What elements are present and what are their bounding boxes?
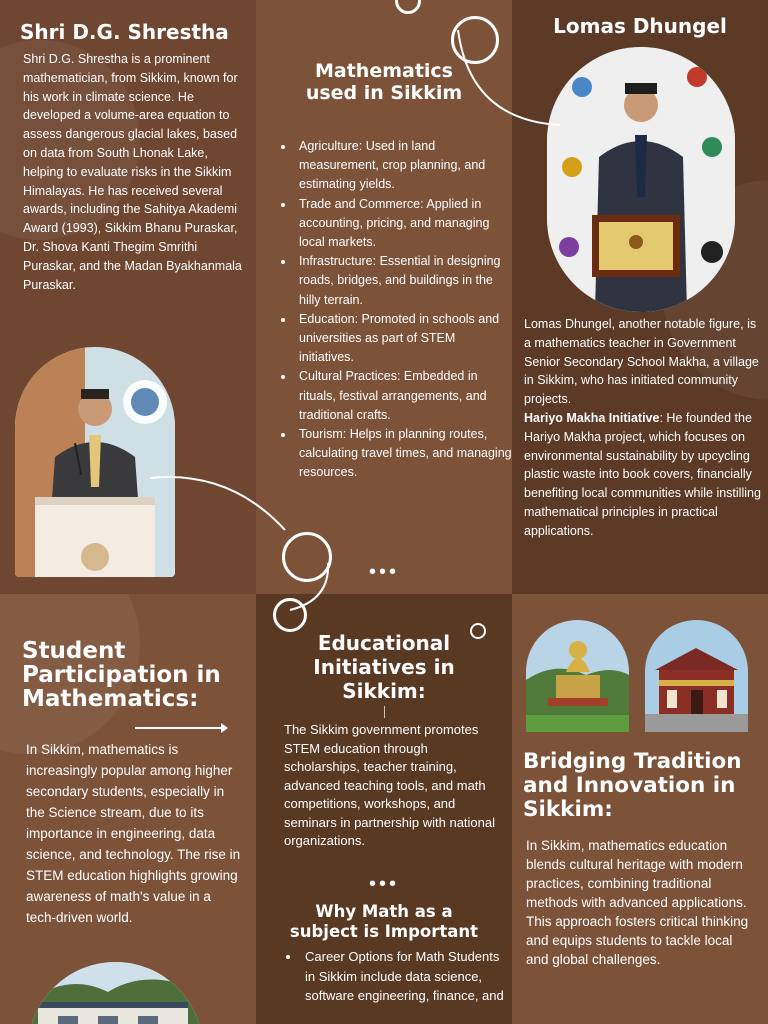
title-line1: Educational bbox=[317, 631, 451, 655]
bridging-tradition-text: In Sikkim, mathematics education blends cultural heritage with modern practices, combining traditional methods with advanced applications. This approach fosters critical thinking and equips students to tackle local and global challenges. bbox=[526, 838, 749, 967]
list-item: • Infrastructure: Essential in designing roads, bridges, and buildings in the hilly terrain. bbox=[295, 252, 512, 310]
dots-divider: ••• bbox=[368, 873, 399, 895]
why-title-line1: Why Math as a bbox=[315, 902, 453, 921]
why-title-line2: subject is Important bbox=[289, 922, 479, 941]
initiative-text: : He founded the Hariyo Makha project, which focuses on environmental sustainability by upcycling plastic waste into book covers, financially benefiting local communities while instilling mathematical principles in practical applications. bbox=[524, 410, 761, 538]
decorative-ring bbox=[470, 623, 486, 639]
initiative-label: Hariyo Makha Initiative bbox=[524, 410, 660, 425]
list-item: • Trade and Commerce: Applied in accounting, pricing, and managing local markets. bbox=[295, 195, 512, 253]
math-uses-title-line2: used in Sikkim bbox=[305, 82, 463, 104]
list-item: • Tourism: Helps in planning routes, calculating travel times, and managing resources. bbox=[295, 425, 512, 483]
title-line3: Sikkim: bbox=[523, 797, 613, 822]
title-line3: Mathematics: bbox=[22, 686, 199, 712]
dhungel-bio-text: Lomas Dhungel, another notable figure, is a mathematics teacher in Government Senior Secondary School Makha, a village in Sikkim, who has initiated community projects. bbox=[524, 317, 759, 407]
title-line2: Initiatives in bbox=[313, 655, 455, 679]
title-line2: and Innovation in bbox=[523, 773, 736, 798]
list-item: • Agriculture: Used in land measurement, crop planning, and estimating yields. bbox=[295, 137, 512, 195]
list-item: • Career Options for Math Students in Sikkim include data science, software engineering, finance, and bbox=[301, 947, 505, 1006]
decorative-ring bbox=[282, 532, 332, 582]
list-item: • Education: Promoted in schools and universities as part of STEM initiatives. bbox=[295, 310, 512, 368]
decorative-ring bbox=[273, 598, 307, 632]
title-line1: Bridging Tradition bbox=[523, 749, 742, 774]
list-item: • Cultural Practices: Embedded in rituals, festival arrangements, and traditional crafts. bbox=[295, 367, 512, 425]
student-participation-text: In Sikkim, mathematics is increasingly popular among higher secondary students, especially in the Science stream, due to its importance in engineering, data science, and technology. The rise in STEM education highlights growing awareness of math's value in a tech-driven world. bbox=[26, 742, 241, 925]
title-line2: Participation in bbox=[22, 662, 221, 688]
decorative-ring bbox=[451, 16, 499, 64]
shrestha-bio: Shri D.G. Shrestha is a prominent mathematician, from Sikkim, known for his work in climate science. He developed a volume-area equation to assess dangerous glacial lakes, based on data from South Lhonak Lake, helping to evaluate risks in the Sikkim Himalayas. He has received several awards, including the Sahitya Akademi Award (1993), Sikkim Bhanu Puraskar, Dr. Shova Kanti Thegim Smrithi Puraskar, and the Madan Byakhanmala Puraskar. bbox=[23, 52, 242, 292]
shrestha-title: Shri D.G. Shrestha bbox=[20, 20, 229, 44]
title-line3: Sikkim: bbox=[342, 679, 426, 703]
educational-initiatives-text: The Sikkim government promotes STEM education through scholarships, teacher training, advanced teaching tools, and math competitions, workshops, and seminars in partnership with national organizations. bbox=[284, 722, 495, 848]
dots-divider: ••• bbox=[368, 561, 399, 583]
title-line1: Student bbox=[22, 638, 126, 664]
dhungel-title: Lomas Dhungel bbox=[553, 14, 727, 38]
math-uses-title-line1: Mathematics bbox=[314, 60, 453, 82]
